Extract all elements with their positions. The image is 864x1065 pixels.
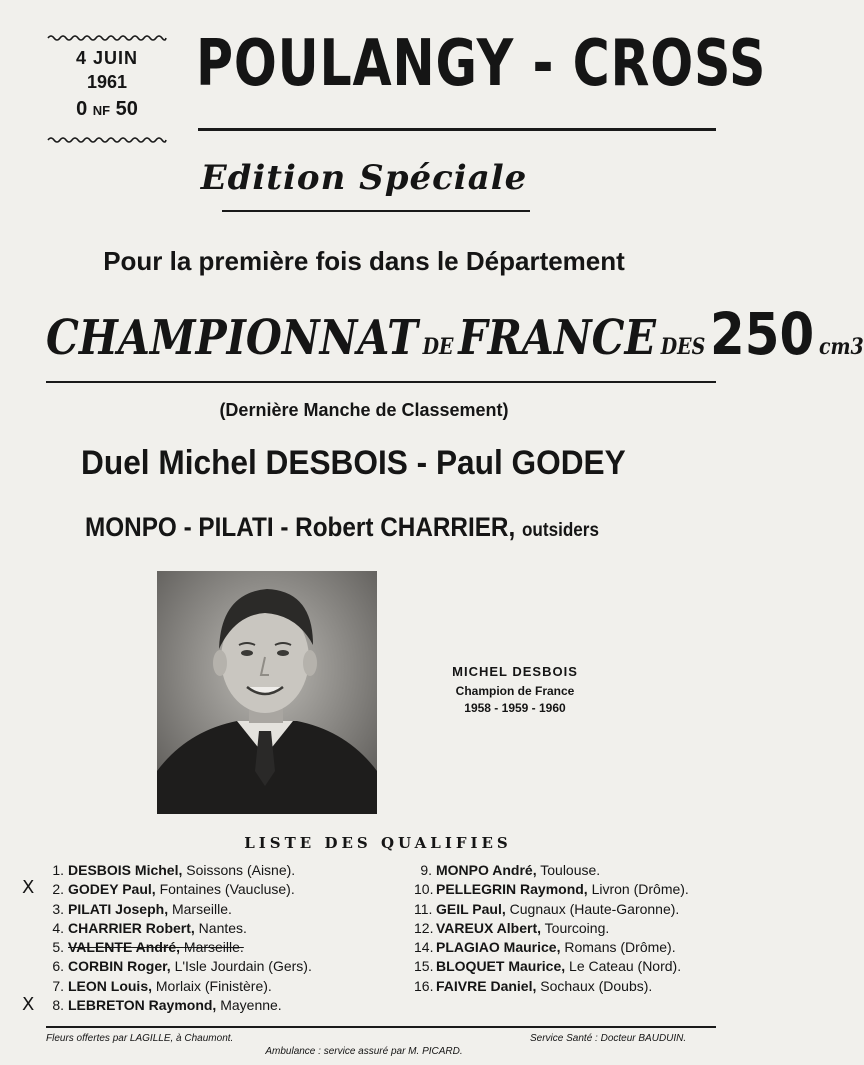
list-item (414, 977, 689, 996)
list-item (414, 861, 689, 880)
list-item (414, 919, 689, 938)
item-number: 2. (52, 881, 64, 898)
price (48, 98, 166, 121)
item-name: PILATI Joseph, (68, 900, 169, 917)
list-item (46, 900, 312, 919)
qualifiers-left-column (46, 861, 312, 1015)
champ-number: 250 (710, 300, 815, 368)
item-place: Sochaux (Doubs). (540, 977, 653, 994)
outsiders-label: outsiders (521, 520, 599, 541)
rider-portrait-photo (157, 571, 377, 814)
qualifiers-right-column (414, 861, 689, 996)
list-item (46, 861, 312, 880)
price-value: 50 (115, 98, 138, 120)
list-item (46, 919, 312, 938)
item-name: GODEY Paul, (68, 881, 156, 898)
item-place: Soissons (Aisne). (186, 862, 296, 878)
item-name: PLAGIAO Maurice, (436, 939, 561, 956)
footer-rule (46, 1026, 716, 1028)
item-name: MONPO André, (436, 862, 537, 878)
price-unit: NF (92, 103, 111, 118)
list-item (46, 996, 312, 1015)
item-name: LEON Louis, (68, 977, 152, 994)
item-number: 9. (420, 862, 432, 878)
title-rule (198, 128, 716, 131)
championship-line (46, 300, 864, 368)
item-name: LEBRETON Raymond, (68, 997, 217, 1014)
item-place: Fontaines (Vaucluse). (159, 881, 295, 898)
list-item (46, 977, 312, 996)
handwritten-x-mark: X (22, 877, 35, 898)
caption-years: 1958 - 1959 - 1960 (464, 701, 566, 715)
item-name: PELLEGRIN Raymond, (436, 881, 588, 898)
item-place: Cugnaux (Haute-Garonne). (509, 900, 680, 917)
date-day: 4 JUIN (75, 48, 139, 68)
item-place: Nantes. (198, 919, 247, 936)
item-number: 6. (52, 958, 64, 975)
champ-word-3: FRANCE (458, 310, 656, 366)
qualifiers-heading: LISTE DES QUALIFIES (244, 834, 512, 852)
item-number: 7. (52, 977, 64, 994)
item-number: 11. (414, 900, 433, 917)
duel-line: Duel Michel DESBOIS - Paul GODEY (81, 444, 626, 482)
champ-word-4: DES (660, 334, 706, 360)
date-price-box (48, 34, 168, 146)
item-number: 3. (52, 900, 64, 917)
item-number: 14. (414, 939, 434, 956)
item-name: DESBOIS Michel, (68, 862, 183, 878)
item-place: Mayenne. (220, 997, 282, 1014)
item-name: CHARRIER Robert, (68, 919, 195, 936)
championship-rule (46, 381, 716, 383)
list-item-struck (46, 938, 312, 957)
outsider-names: MONPO - PILATI - Robert CHARRIER, (85, 512, 516, 542)
item-name: BLOQUET Maurice, (436, 958, 566, 975)
item-place: L'Isle Jourdain (Gers). (174, 958, 312, 975)
item-place: Le Cateau (Nord). (569, 958, 682, 975)
poster-title: POULANGY - CROSS (196, 27, 767, 101)
item-name: FAIVRE Daniel, (436, 977, 537, 994)
item-place: Morlaix (Finistère). (155, 977, 272, 994)
item-number: 12. (414, 919, 434, 936)
champ-unit: cm3 (818, 334, 864, 360)
edition-underline (222, 210, 530, 212)
list-item (414, 957, 689, 976)
caption-role: Champion de France (455, 684, 575, 698)
footer-health: Service Santé : Docteur BAUDUIN. (530, 1033, 687, 1044)
champ-word-1: CHAMPIONNAT (46, 310, 418, 366)
price-prefix: 0 (76, 98, 88, 120)
outsiders-line (0, 512, 684, 543)
item-name: VAREUX Albert, (436, 919, 542, 936)
item-place: Marseille. (171, 900, 232, 917)
list-item (414, 880, 689, 899)
photo-caption (440, 664, 590, 717)
caption-name: MICHEL DESBOIS (452, 664, 578, 679)
item-number: 15. (414, 958, 434, 975)
item-number: 8. (52, 997, 64, 1014)
date-year: 1961 (86, 72, 128, 92)
wavy-border-bottom (48, 136, 166, 144)
item-place: Marseille. (183, 939, 244, 956)
list-item (414, 900, 689, 919)
item-number: 16. (414, 977, 434, 994)
footer-flowers: Fleurs offertes par LAGILLE, à Chaumont. (46, 1033, 234, 1044)
first-time-line: Pour la première fois dans le Département (103, 246, 625, 276)
item-place: Livron (Drôme). (591, 881, 689, 898)
item-name: CORBIN Roger, (68, 958, 171, 975)
item-name: GEIL Paul, (436, 900, 506, 917)
wavy-border-top (48, 34, 166, 42)
handwritten-x-mark: X (22, 994, 35, 1015)
list-item (414, 938, 689, 957)
item-place: Toulouse. (540, 862, 601, 878)
item-number: 10. (414, 881, 434, 898)
item-number: 5. (52, 939, 64, 956)
list-item (46, 957, 312, 976)
footer-ambulance: Ambulance : service assuré par M. PICARD. (265, 1046, 463, 1057)
item-place: Romans (Drôme). (564, 939, 676, 956)
item-number: 1. (52, 862, 64, 878)
item-place: Tourcoing. (544, 919, 610, 936)
edition-heading: Edition Spéciale (200, 158, 528, 198)
list-item (46, 880, 312, 899)
champ-word-2: DE (422, 334, 454, 360)
item-name: VALENTE André, (68, 939, 181, 956)
subtitle: (Dernière Manche de Classement) (219, 400, 509, 420)
item-number: 4. (52, 919, 64, 936)
